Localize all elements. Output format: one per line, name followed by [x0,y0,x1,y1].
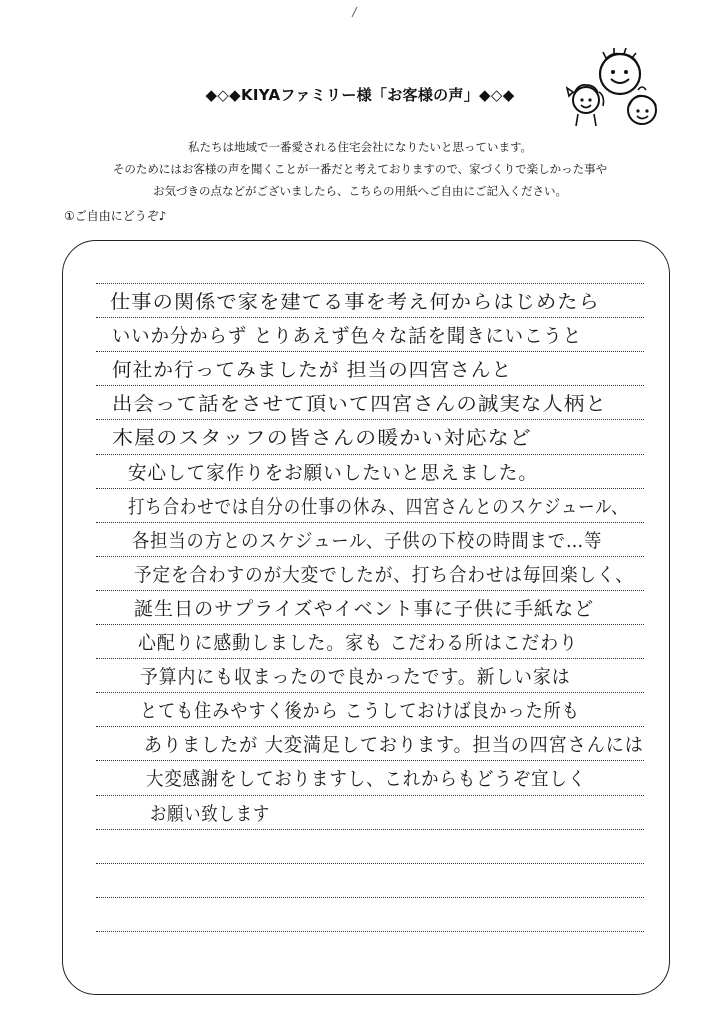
ruled-line [96,692,644,693]
handwritten-line: 打ち合わせでは自分の仕事の休み、四宮さんとのスケジュール、 [128,495,629,518]
handwritten-line: ありましたが 大変満足しております。担当の四宮さんには [144,734,644,757]
handwritten-line: 木屋のスタッフの皆さんの暖かい対応など [112,427,532,450]
handwritten-line: 出会って話をさせて頂いて四宮さんの誠実な人柄と [112,393,607,416]
pen-mark-icon [349,6,359,18]
ruled-line [96,351,644,352]
intro-line-2: そのためにはお客様の声を聞くことが一番だと考えておりますので、家づくりで楽しかった事や [112,162,608,176]
ruled-line [96,658,644,659]
ruled-line [96,760,644,761]
ruled-line [96,931,644,932]
ruled-line [96,863,644,864]
intro-line-3: お気づきの点などがございましたら、こちらの用紙へご自由にご記入ください。 [153,184,567,198]
ruled-line [96,385,644,386]
handwritten-line: 仕事の関係で家を建てる事を考え何からはじめたら [110,291,600,313]
ruled-line [96,283,644,284]
ruled-line [96,590,644,591]
handwritten-line: いいか分からず とりあえず色々な話を聞きにいこうと [112,325,583,348]
handwritten-line: 予算内にも収まったので良かったです。新しい家は [140,666,571,689]
ruled-line [96,795,644,796]
ruled-line [96,317,644,318]
handwritten-line: 誕生日のサプライズやイベント事に子供に手紙など [134,597,595,620]
ruled-line [96,726,644,727]
handwritten-line: 大変感謝をしておりますし、これからもどうぞ宜しく [146,768,587,791]
ruled-line [96,556,644,557]
ruled-line [96,522,644,523]
family-mascot-icon [562,48,662,132]
handwritten-line: 心配りに感動しました。家も こだわる所はこだわり [138,632,578,654]
handwritten-line: 何社か行ってみましたが 担当の四宮さんと [112,359,513,382]
question-prompt: ①ご自由にどうぞ♪ [64,209,167,223]
handwritten-line: 安心して家作りをお願いしたいと思えました。 [128,461,538,484]
handwritten-line: 予定を合わすのが大変でしたが、打ち合わせは毎回楽しく、 [134,563,634,586]
ruled-line [96,829,644,830]
handwritten-line: お願い致します [150,802,270,825]
intro-line-1: 私たちは地域で一番愛される住宅会社になりたいと思っています。 [187,140,533,154]
ruled-line [96,454,644,455]
ruled-line [96,419,644,420]
handwritten-line: とても住みやすく後から こうしておけば良かった所も [140,700,580,723]
page-title: ◆◇◆KIYAファミリー様「お客様の声」◆◇◆ [205,86,515,104]
ruled-line [96,488,644,489]
handwritten-line: 各担当の方とのスケジュール、子供の下校の時間まで…等 [132,529,603,552]
ruled-line [96,624,644,625]
ruled-line [96,897,644,898]
